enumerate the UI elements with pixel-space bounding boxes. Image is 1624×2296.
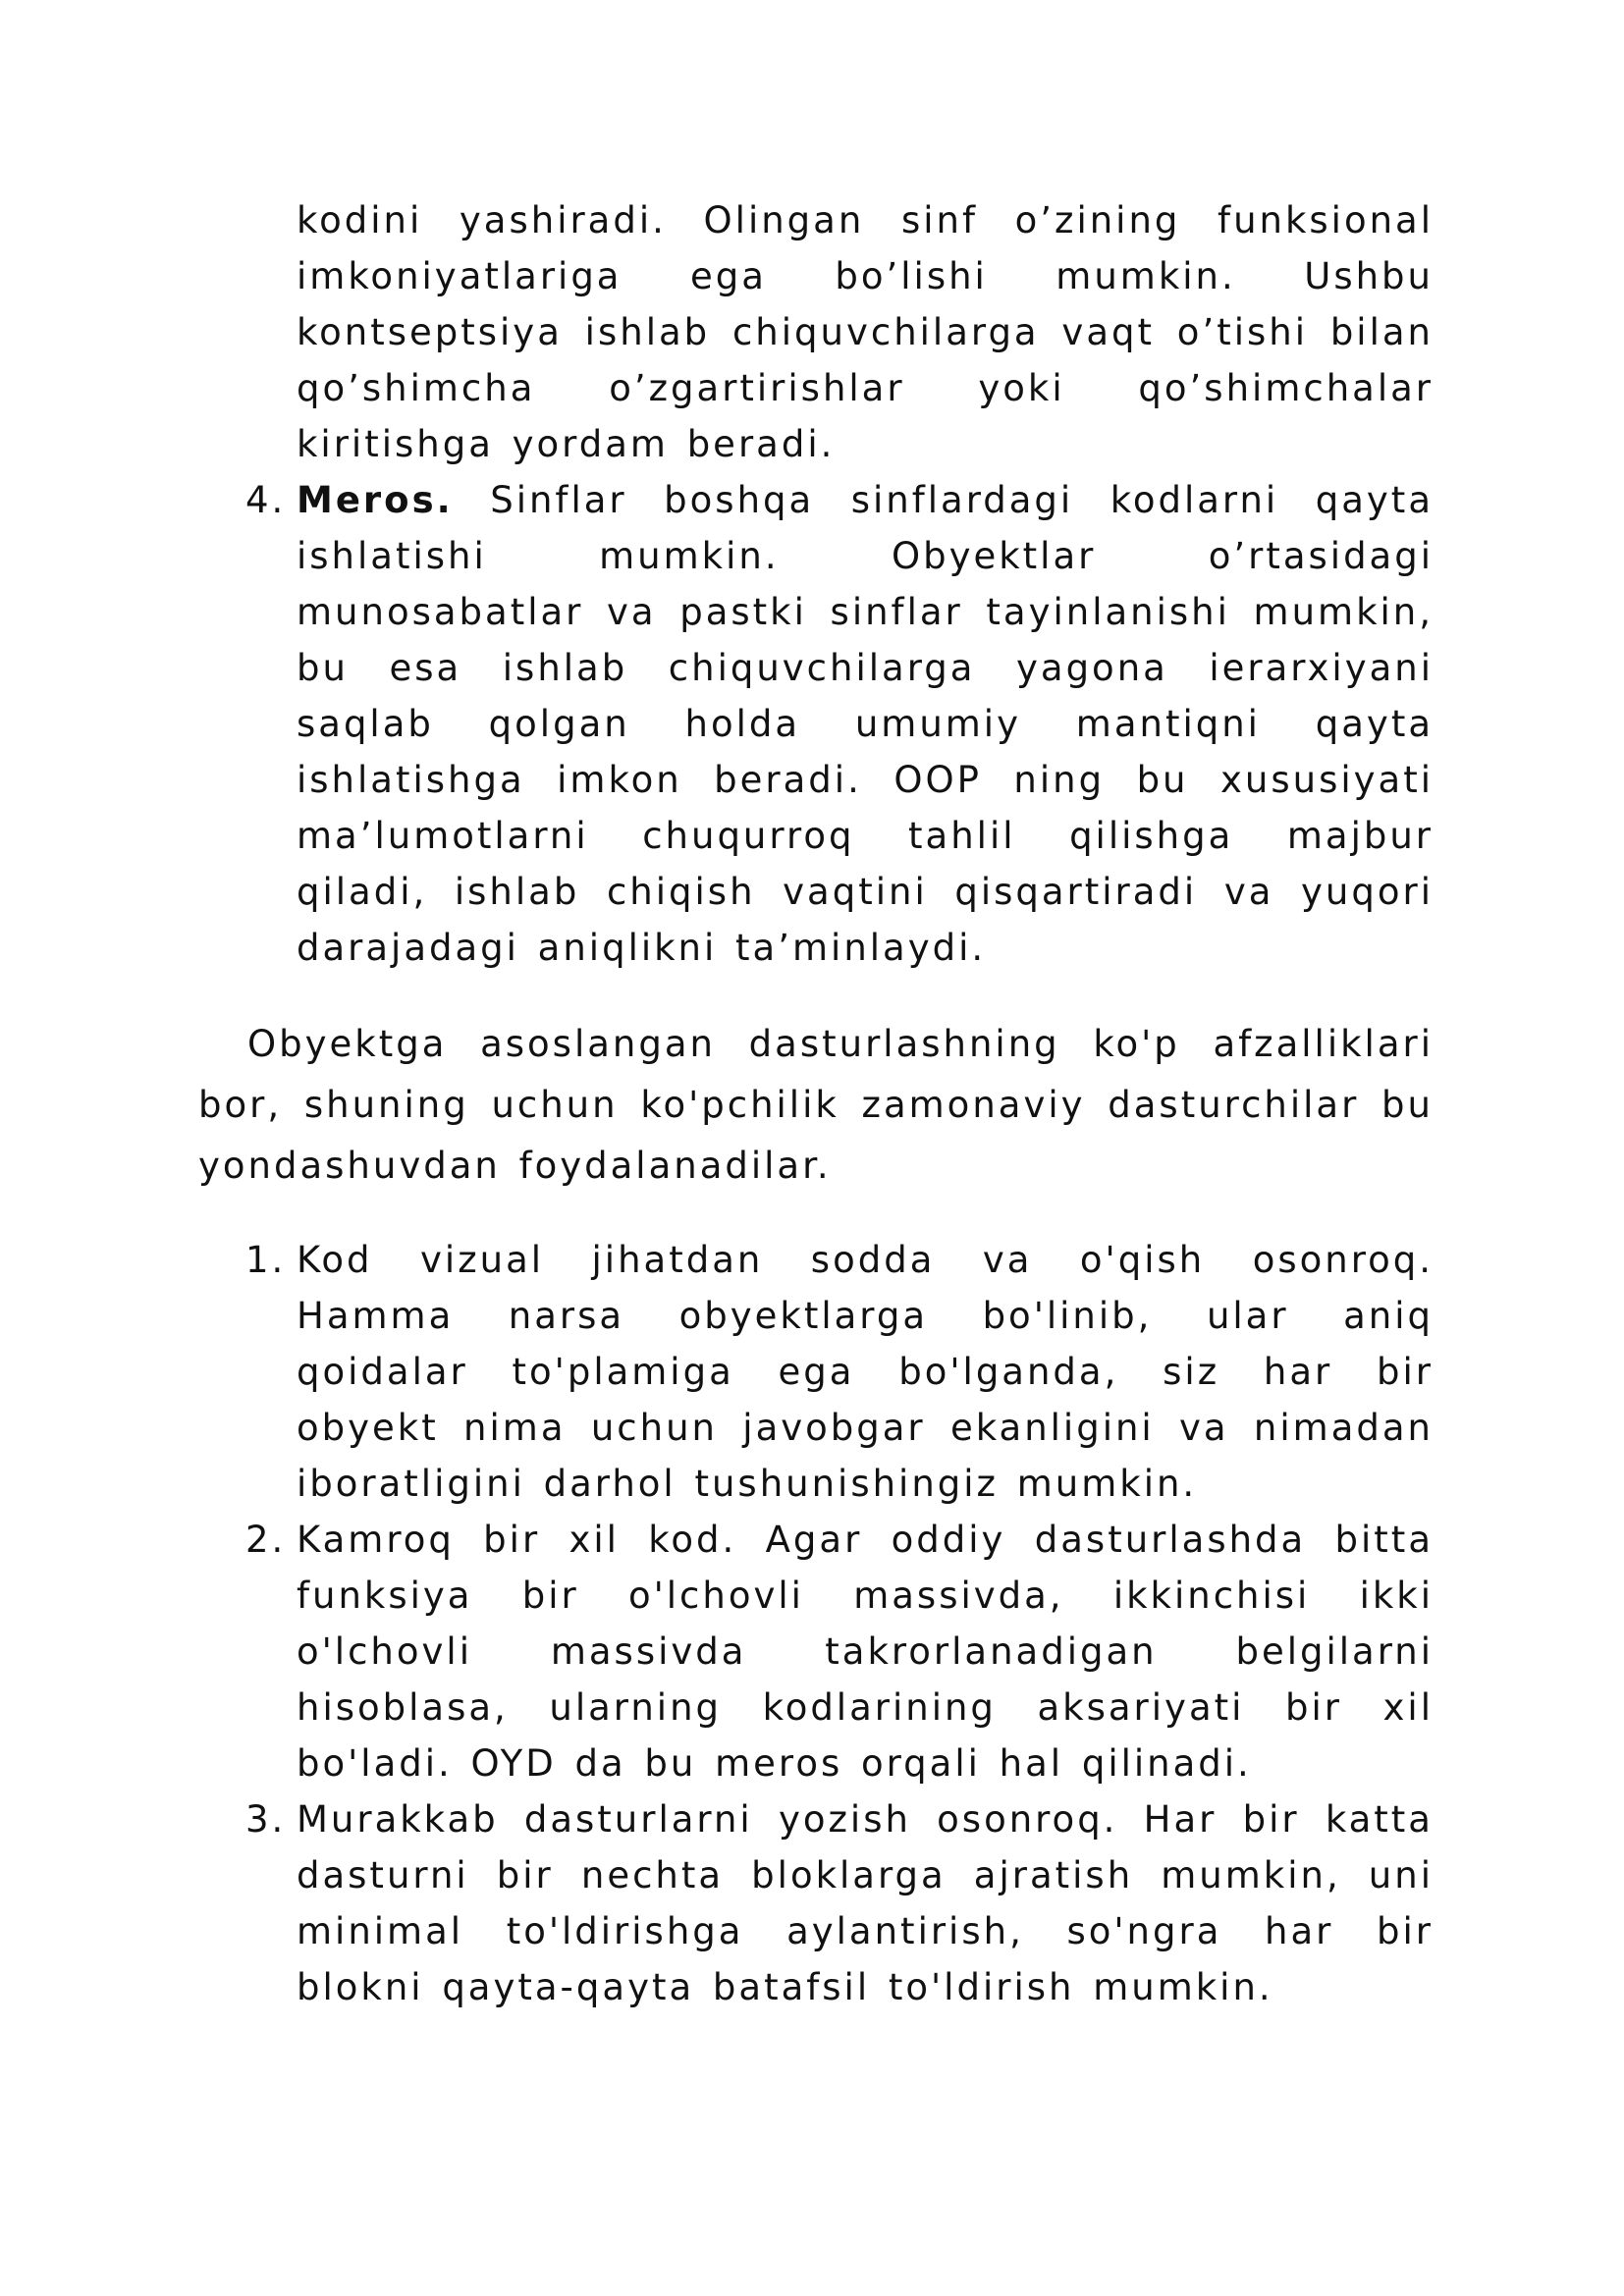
list-item-number: 2. (245, 1519, 287, 1561)
previous-item-continuation: kodini yashiradi. Olingan sinf o’zining funksional imkoniyatlariga ega bo’lishi mumkin. Ushbu kontseptsiya ishlab chiquvchilarga vaqt o’tishi bilan qo’shimcha o’zgartirishlar yoki qo’shimchalar kiritishga yordam beradi. (297, 199, 1434, 465)
intro-paragraph: Obyektga asoslangan dasturlashning ko'p afzalliklari bor, shuning uchun ko'pchilik zamonaviy dasturchilar bu yondashuvdan foydalanadilar. (198, 1023, 1434, 1187)
list-item-title: Meros. (297, 479, 454, 521)
list-item-number: 1. (245, 1239, 287, 1281)
oop-principles-list (198, 472, 1434, 976)
list-item-text: Murakkab dasturlarni yozish osonroq. Har bir katta dasturni bir nechta bloklarga ajratish mumkin, uni minimal to'ldirishga aylantirish, so'ngra har bir blokni qayta-qayta batafsil to'ldirish mumkin. (297, 1798, 1434, 2008)
list-item (198, 1791, 1434, 2015)
list-item-number: 4. (245, 479, 287, 521)
list-item-text: Sinflar boshqa sinflardagi kodlarni qayta ishlatishi mumkin. Obyektlar o’rtasidagi munosabatlar va pastki sinflar tayinlanishi mumkin, bu esa ishlab chiquvchilarga yagona ierarxiyani saqlab qolgan holda umumiy mantiqni qayta ishlatishga imkon beradi. OOP ning bu xususiyati ma’lumotlarni chuqurroq tahlil qilishga majbur qiladi, ishlab chiqish vaqtini qisqartiradi va yuqori darajadagi aniqlikni ta’minlaydi. (297, 479, 1434, 969)
list-item-number: 3. (245, 1798, 287, 1841)
list-item (198, 1512, 1434, 1791)
list-item-text: Kamroq bir xil kod. Agar oddiy dasturlashda bitta funksiya bir o'lchovli massivda, ikkinchisi ikki o'lchovli massivda takrorlanadigan belgilarni hisoblasa, ularning kodlarining aksariyati bir xil bo'ladi. OYD da bu meros orqali hal qilinadi. (297, 1519, 1434, 1785)
page-content (198, 192, 1434, 2015)
advantages-list (198, 1232, 1434, 2015)
list-item (198, 1232, 1434, 1512)
list-item-meros (198, 472, 1434, 976)
list-item-text: Kod vizual jihatdan sodda va o'qish osonroq. Hamma narsa obyektlarga bo'linib, ular aniq qoidalar to'plamiga ega bo'lganda, siz har bir obyekt nima uchun javobgar ekanligini va nimadan iboratligini darhol tushunishingiz mumkin. (297, 1239, 1434, 1505)
